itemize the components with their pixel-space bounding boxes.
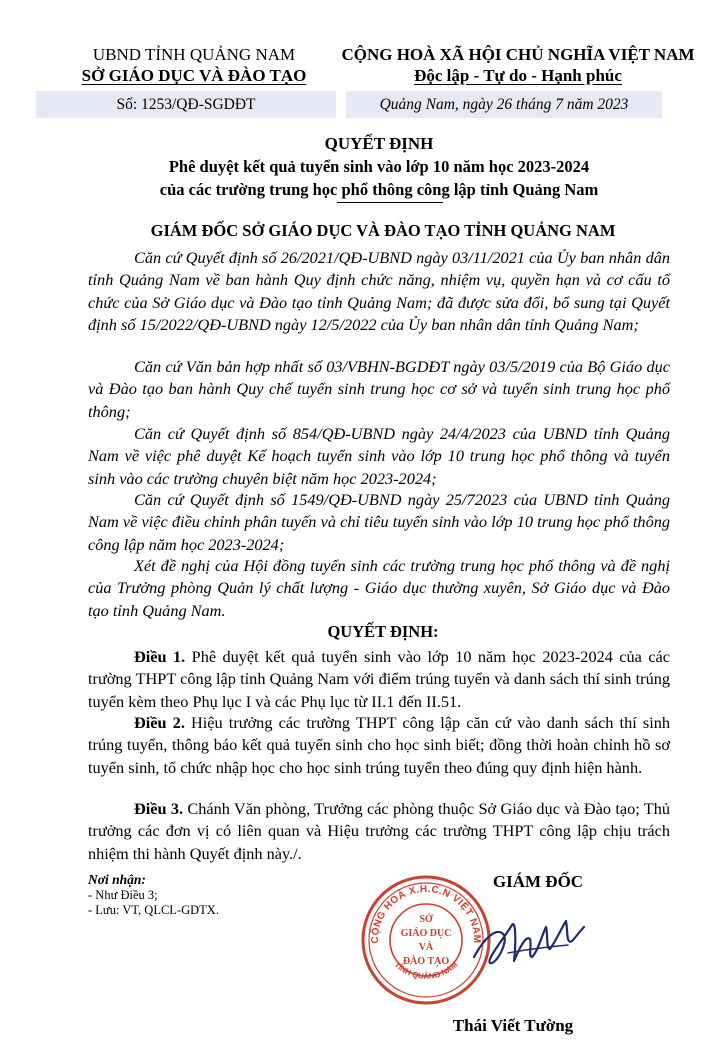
handwritten-signature-icon	[468, 905, 588, 985]
recipients-heading: Nơi nhận:	[88, 872, 146, 887]
article-3	[88, 798, 670, 865]
article-2-text: Hiệu trưởng các trường THPT công lập căn cứ vào danh sách thí sinh trúng tuyển, thông báo kết quả tuyển sinh cho học sinh biết; đồng thời hoàn chỉnh hồ sơ tuyển sinh, tổ chức nhập học cho học sinh trúng tuyển theo đúng quy định hiện hành.	[88, 713, 671, 777]
title-heading: QUYẾT ĐỊNH	[324, 134, 434, 153]
seal-bottom-text: TỈNH QUẢNG NAM	[392, 960, 460, 981]
signer-name: Thái Viết Tường	[452, 1016, 574, 1035]
place-date: Quảng Nam, ngày 26 tháng 7 năm 2023	[379, 96, 629, 113]
seal-center-line-3: VÀ	[418, 942, 434, 953]
article-2	[88, 712, 670, 779]
place-date-box	[346, 91, 662, 118]
basis-paragraph-1: Căn cứ Quyết định số 26/2021/QĐ-UBND ngày 03/11/2021 của Ủy ban nhân dân tỉnh Quảng Nam về ban hành Quy định chức năng, nhiệm vụ, quyền hạn và cơ cấu tổ chức của Sở Giáo dục và Đào tạo tỉnh Quảng Nam; đã được sửa đổi, bổ sung tại Quyết định số 15/2022/QĐ-UBND ngày 12/5/2022 của Ủy ban nhân dân tỉnh Quảng Nam;	[88, 248, 670, 335]
authority-heading: GIÁM ĐỐC SỞ GIÁO DỤC VÀ ĐÀO TẠO TỈNH QUẢNG NAM	[150, 221, 616, 240]
article-1-label: Điều 1.	[134, 647, 186, 666]
header-right	[318, 44, 718, 86]
article-2-label: Điều 2.	[134, 713, 185, 732]
doc-number-box	[36, 91, 336, 118]
decision-heading: QUYẾT ĐỊNH:	[327, 622, 439, 641]
seal-center-line-1: SỞ	[419, 914, 433, 925]
basis-paragraph-2: Căn cứ Văn bản hợp nhất số 03/VBHN-BGDĐT ngày 03/5/2019 của Bộ Giáo dục và Đào tạo ban hành Quy chế tuyển sinh trung học cơ sở và tuyển sinh trung học phổ thông;	[88, 357, 670, 421]
basis-paragraph-3: Căn cứ Quyết định số 854/QĐ-UBND ngày 24/4/2023 của UBND tỉnh Quảng Nam về việc phê duyệt Kế hoạch tuyển sinh vào lớp 10 trung học phổ thông và tuyển sinh vào các trường chuyên biệt năm học 2023-2024;	[88, 424, 670, 488]
basis-paragraph-4: Căn cứ Quyết định số 1549/QĐ-UBND ngày 25/72023 của UBND tỉnh Quảng Nam về việc điều chỉnh phân tuyến và chỉ tiêu tuyển sinh vào lớp 10 trung học phổ thông công lập năm học 2023-2024;	[88, 490, 670, 554]
title-line-1: Phê duyệt kết quả tuyển sinh vào lớp 10 năm học 2023-2024	[168, 157, 590, 176]
seal-center-line-2: GIÁO DỤC	[400, 928, 452, 939]
article-3-label: Điều 3.	[134, 799, 184, 818]
nation-title: CỘNG HOÀ XÃ HỘI CHỦ NGHĨA VIỆT NAM	[341, 45, 695, 64]
recipient-item-1: - Như Điều 3;	[88, 887, 158, 902]
doc-number: Số: 1253/QĐ-SGDĐT	[116, 96, 256, 113]
article-3-text: Chánh Văn phòng, Trưởng các phòng thuộc Sở Giáo dục và Đào tạo; Thủ trưởng các đơn vị có liên quan và Hiệu trưởng các trường THPT công lập chịu trách nhiệm thi hành Quyết định này./.	[88, 799, 671, 863]
agency-name: SỞ GIÁO DỤC VÀ ĐÀO TẠO	[81, 66, 307, 85]
title-underline	[337, 202, 443, 203]
article-1-text: Phê duyệt kết quả tuyển sinh vào lớp 10 năm học 2023-2024 của các trường THPT công lập tỉnh Quảng Nam với điểm trúng tuyển và danh sách thí sinh trúng tuyển kèm theo Phụ lục I và các Phụ lục từ II.1 đến II.51.	[88, 647, 671, 711]
header-left	[40, 44, 348, 86]
document-title	[40, 132, 718, 201]
signature-title: GIÁM ĐỐC	[492, 872, 584, 891]
agency-parent: UBND TỈNH QUẢNG NAM	[92, 45, 296, 64]
article-1	[88, 646, 670, 713]
seal-ring-text: CỘNG HOÀ X.H.C.N VIỆT NAM	[369, 883, 483, 944]
seal-center-line-4: ĐÀO TẠO	[402, 956, 450, 967]
basis-paragraph-5: Xét đề nghị của Hội đồng tuyển sinh các trường trung học phổ thông và đề nghị của Trưởng phòng Quản lý chất lượng - Giáo dục thường xuyên, Sở Giáo dục và Đào tạo tỉnh Quảng Nam.	[88, 556, 670, 620]
title-line-2: của các trường trung học phổ thông công lập tỉnh Quảng Nam	[159, 180, 599, 199]
recipient-item-2: - Lưu: VT, QLCL-GDTX.	[88, 903, 219, 917]
motto: Độc lập - Tự do - Hạnh phúc	[414, 66, 622, 85]
recipients	[88, 872, 328, 919]
